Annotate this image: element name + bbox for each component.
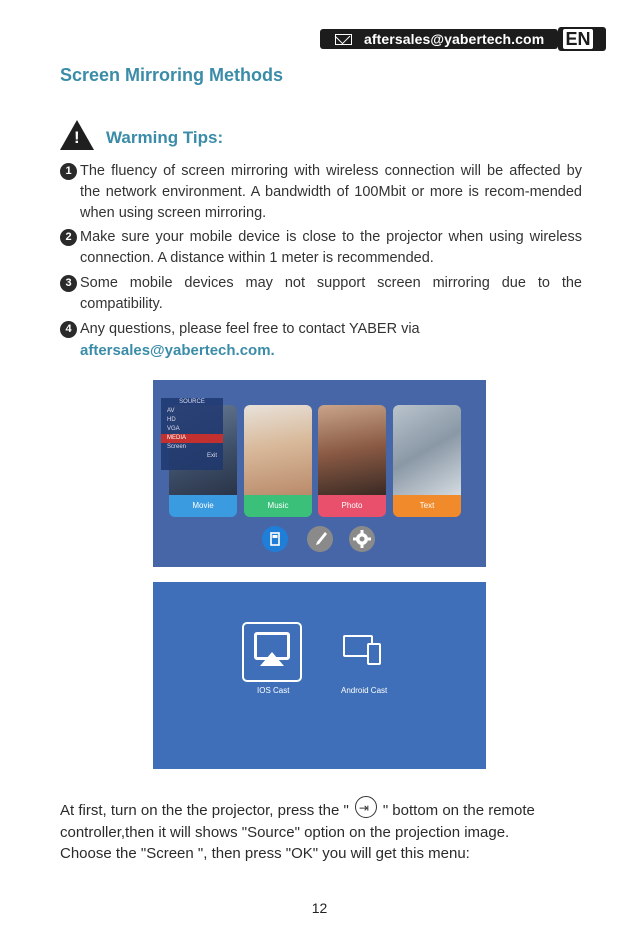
header-email: aftersales@yabertech.com	[364, 31, 545, 47]
brush-icon[interactable]	[307, 526, 333, 552]
instructions	[60, 800, 600, 864]
tip-text: Some mobile devices may not support screen mirroring due to the compatibility.	[80, 275, 582, 312]
source-item[interactable]: Screen	[167, 444, 187, 450]
tip-number: 4	[60, 321, 77, 338]
section-title: Screen Mirroring Methods	[60, 65, 284, 85]
language-label: EN	[563, 29, 593, 49]
cast-menu-screenshot	[153, 582, 486, 769]
card-photo[interactable]	[318, 405, 386, 517]
android-cast-icon[interactable]	[343, 635, 373, 657]
card-label: Photo	[318, 495, 386, 517]
mail-icon	[335, 34, 352, 45]
source-menu	[161, 398, 223, 470]
usb-icon[interactable]	[262, 526, 288, 552]
warning-triangle-icon: !	[60, 120, 94, 150]
instructions-line2: controller,then it will shows "Source" option on the projection image.	[60, 824, 510, 842]
contact-email-link[interactable]: aftersales@yabertech.com.	[80, 342, 275, 359]
card-label: Text	[393, 495, 461, 517]
tip-1	[60, 161, 582, 224]
source-item[interactable]: Exit	[206, 453, 217, 459]
source-menu-title: SOURCE	[179, 399, 205, 405]
source-button-icon	[355, 796, 377, 818]
source-item[interactable]: VGA	[167, 426, 180, 432]
ios-cast-icon[interactable]	[242, 622, 302, 682]
card-music[interactable]	[244, 405, 312, 517]
tip-text: Any questions, please feel free to contact YABER via	[80, 321, 420, 337]
tip-3	[60, 273, 582, 315]
source-item-selected[interactable]: MEDIA	[161, 434, 223, 443]
warning-title: Warming Tips:	[106, 128, 224, 147]
source-item[interactable]: HD	[167, 417, 176, 423]
music-thumbnail	[244, 405, 312, 495]
card-label: Movie	[169, 495, 237, 517]
card-label: Music	[244, 495, 312, 517]
tip-text: The fluency of screen mirroring with wireless connection will be affected by the network environment. A bandwidth of 100Mbit or more is recom-mended when using screen mirroring.	[80, 163, 582, 221]
tip-text: Make sure your mobile device is close to the projector when using wireless connection. A distance within 1 meter is recommended.	[80, 229, 582, 266]
tip-number: 3	[60, 275, 77, 292]
ios-cast-label: IOS Cast	[257, 686, 290, 695]
header-bar	[320, 27, 606, 51]
gear-icon[interactable]	[349, 526, 375, 552]
source-item[interactable]: AV	[167, 408, 175, 414]
instructions-line3: Choose the "Screen ", then press "OK" you will get this menu:	[60, 845, 470, 863]
media-menu-screenshot	[153, 380, 486, 567]
android-cast-label: Android Cast	[341, 686, 388, 695]
email-banner	[320, 29, 558, 49]
card-text[interactable]	[393, 405, 461, 517]
tip-4	[60, 319, 582, 361]
photo-thumbnail	[318, 405, 386, 495]
tip-number: 1	[60, 163, 77, 180]
language-badge	[558, 27, 606, 51]
page-number: 12	[311, 900, 328, 916]
text-thumbnail	[393, 405, 461, 495]
instructions-line1-end: " bottom on the remote	[382, 802, 535, 819]
instructions-line1-start: At first, turn on the the projector, press the "	[60, 802, 349, 819]
tip-number: 2	[60, 229, 77, 246]
tip-2	[60, 227, 582, 269]
